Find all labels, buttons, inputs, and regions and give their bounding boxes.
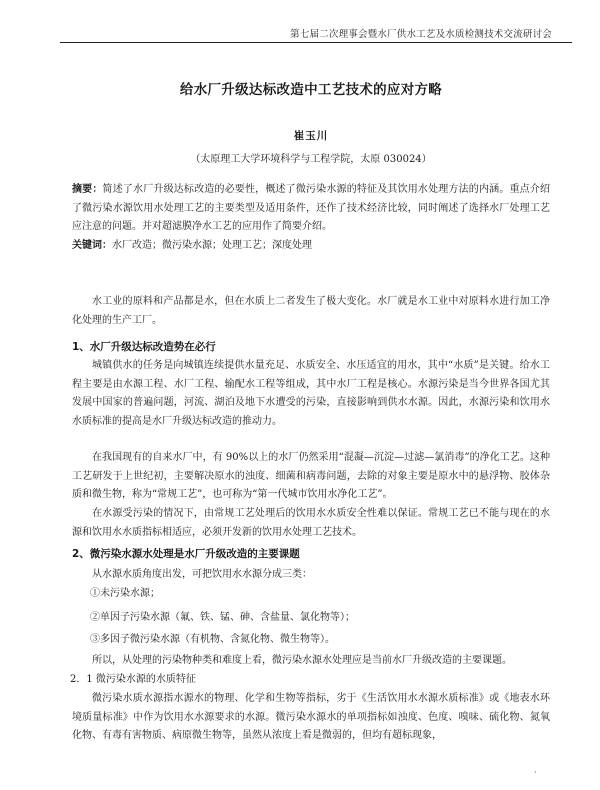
- keywords: [72, 237, 550, 256]
- abstract-text: 简述了水厂升级达标改造的必要性，概述了微污染水源的特征及其饮用水处理方法的内涵。重点介绍了微污染水源饮用水处理工艺的主要类型及适用条件，还作了技术经济比较，同时阐述了选择水厂处理工艺应注意的问题。并对超滤膜净水工艺的应用作了简要介绍。: [72, 184, 551, 232]
- abstract: [72, 181, 550, 237]
- section-heading-1: 1、水厂升级达标改造势在必行: [72, 341, 216, 353]
- list-item: ①未污染水源；: [90, 588, 160, 599]
- author-name: 崔玉川: [293, 130, 329, 142]
- abstract-label: 摘要：: [72, 184, 103, 195]
- section2-1-paragraph: 微污染水质水源指水源水的物理、化学和生物等指标，劣于《生活饮用水水源水质标准》或《地表水环境质量标准》中作为饮用水水源要求的水源。微污染水源水的单项指标如浊度、色度、嗅味、硫化物、氮氧化物、有毒有害物质、病原微生物等，虽然从浓度上看是微弱的，但均有超标现象，: [72, 693, 550, 741]
- running-header-text: 第七届二次理事会暨水厂供水工艺及水质检测技术交流研讨会: [290, 29, 552, 40]
- keywords-text: 水厂改造；微污染水源；处理工艺；深度处理: [112, 240, 312, 251]
- list-item: ②单因子污染水源（氟、铁、锰、砷、含盐量、氯化物等）；: [90, 612, 355, 623]
- section2-paragraph-2: 所以，从处理的污染物种类和难度上看，微污染水源水处理应是当前水厂升级改造的主要课题。: [92, 655, 512, 666]
- list-item: ③多因子微污染水源（有机物、含氮化物、微生物等）。: [90, 634, 335, 645]
- section1-paragraph-1: 城镇供水的任务是向城镇连续提供水量充足、水质安全、水压适宜的用水，其中“水质”是关键。给水工程主要是由水源工程、水厂工程、输配水工程等组成，其中水厂工程是核心。水源污染是当今世界各国尤其发展中国家的普遍问题，河流、湖泊及地下水遭受的污染，直接影响到供水水源。因此，水源污染和饮用水水质标准的提高是水厂升级达标改造的推动力。: [72, 360, 550, 427]
- header-rule: [60, 42, 572, 43]
- author-affiliation: （太原理工大学环境科学与工程学院，太原 030024）: [190, 154, 432, 165]
- section1-paragraph-3: 在水源受污染的情况下，由常规工艺处理后的饮用水水质安全性难以保证。常规工艺已不能与现在的水源和饮用水水质指标相适应，必须开发新的饮用水处理工艺技术。: [72, 508, 550, 538]
- running-header: [0, 22, 600, 42]
- keywords-label: 关键词：: [72, 240, 112, 251]
- subsection-heading: 2．1 微污染水源的水质特征: [70, 674, 196, 685]
- stray-mark: ·: [534, 768, 537, 777]
- paper-title: 给水厂升级达标改造中工艺技术的应对方略: [179, 82, 443, 98]
- intro-paragraph: 水工业的原料和产品都是水，但在水质上二者发生了极大变化。水厂就是水工业中对原料水进行加工净化处理的生产工厂。: [72, 296, 550, 326]
- section1-paragraph-2: 在我国现有的自来水厂中，有 90%以上的水厂仍然采用“混凝—沉淀—过滤—氯消毒”的净化工艺。这种工艺研发于上世纪初，主要解决原水的浊度、细菌和病毒问题，去除的对象主要是原水中的悬浮物、胶体杂质和微生物，称为“常规工艺”，也可称为“第一代城市饮用水净化工艺”。: [72, 452, 550, 500]
- section2-paragraph-1: 从水源水质角度出发，可把饮用水水源分成三类：: [92, 569, 312, 580]
- section-heading-2: 2、微污染水源水处理是水厂升级改造的主要课题: [72, 548, 300, 560]
